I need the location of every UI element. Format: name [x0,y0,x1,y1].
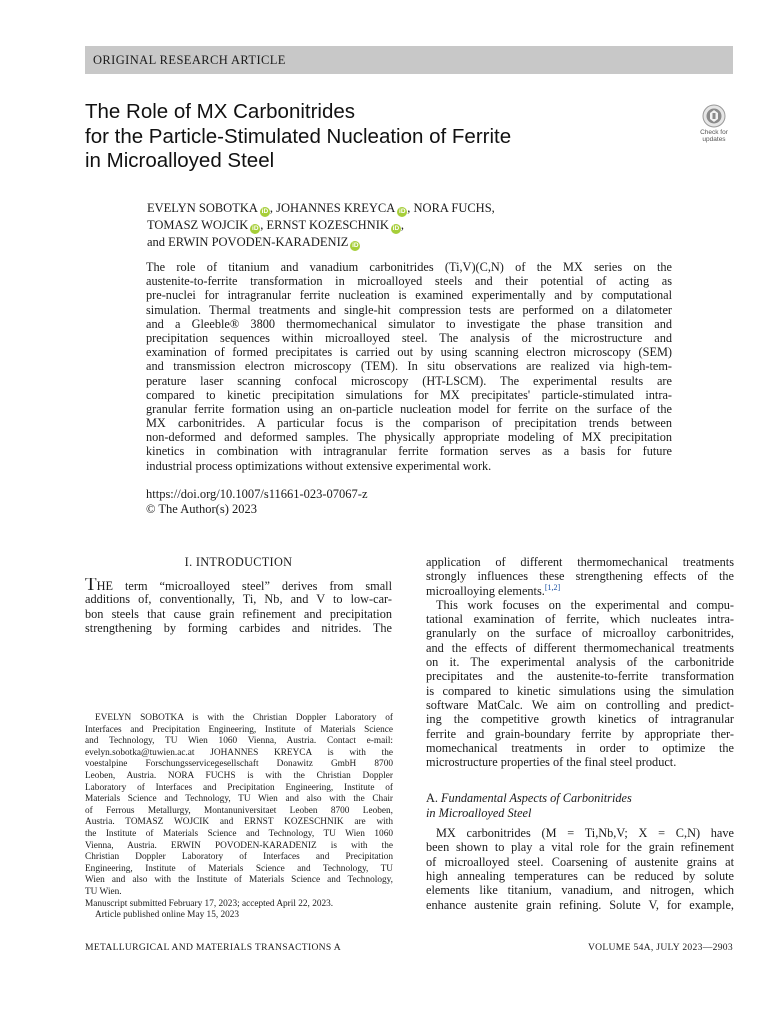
subsection-heading [426,791,734,820]
body-line: of microalloyed steel. Coarsening of austenite grains at [426,854,734,869]
footnote-line: evelyn.sobotka@tuwien.ac.at JOHANNES KREYCA is with the [85,747,393,758]
volume-page-footer: VOLUME 54A, JULY 2023—2903 [587,942,733,953]
footnote-line: Materials Science and Technology, TU Wien and also with the Chair [85,794,393,805]
drop-cap: T [85,578,97,593]
orcid-icon[interactable]: iD [261,208,269,215]
abstract-line: precipitation sequences within microalloyed steel. The analysis of the microstructure and [146,330,672,345]
author-name: and ERWIN POVODEN-KARADENIZ [147,235,349,249]
published-date: Article published online May 15, 2023 [95,910,240,921]
abstract-line: granular ferrite formation using an on-particle nucleation model for ferrite on the surface of the [146,401,672,416]
subsection-letter: A. [426,791,438,806]
orcid-icon[interactable]: iD [352,242,359,249]
body-line: microstructure properties of the final steel product. [426,755,677,770]
footnote-line: the Institute of Materials Science and Technology, TU Wien 1060 [85,828,393,839]
body-line: strongly influences these strengthening effects of the [426,569,734,584]
body-line: enhance austenite grain refining. Solute V, for example, [426,897,734,912]
citation-link[interactable]: [1,2] [544,583,561,592]
body-line: ing the competitive growth kinetics of intragranular [426,712,734,727]
author-affiliations-footnote [85,713,393,922]
abstract-line: and transmission electron microscopy (TEM). In situ observations are realized via high-tem- [146,359,672,374]
abstract-line: MX carbonitrides. A particular focus is the comparison of precipitation trends between [146,416,672,431]
body-line: tational examination of ferrite, which nucleates intra- [426,612,734,627]
footnote-line: of Ferrous Metallurgy, Montanuniversitaet Leoben 8700 Leoben, [85,805,393,816]
body-line [426,584,734,598]
body-line: momechanical treatments in order to optimize the [426,740,734,755]
author-name: , JOHANNES KREYCA [269,201,396,215]
abstract-line: pre-nuclei for intragranular ferrite nucleation is examined experimentally and by computational [146,288,672,303]
body-line: and the effects of different thermomechanical treatments [426,640,734,655]
body-line: been shown to play a vital role for the grain refinement [426,840,734,855]
doi-link[interactable]: https://doi.org/10.1007/s11661-023-07067-z [146,487,368,501]
article-type-banner [85,46,733,74]
abstract-line: compared to kinetic precipitation simulations for MX precipitates' particle-stimulated intra- [146,387,672,402]
body-line: elements like titanium, vanadium, and nitrogen, which [426,883,734,898]
subsection-title: Fundamental Aspects of Carbonitrides [441,791,632,806]
title-line: in Microalloyed Steel [85,149,275,172]
body-line: software MatCalc. We aim on controlling and predict- [426,697,734,712]
doi-block [146,487,368,517]
body-line: high annealing temperatures can be reduced by solute [426,868,734,883]
author-list [147,200,617,251]
abstract-line: and a Gleeble® 3800 thermomechanical simulator to investigate the phase transition and [146,316,672,331]
author-name: , NORA FUCHS, [407,201,495,215]
manuscript-dates: Manuscript submitted February 17, 2023; accepted April 22, 2023. [85,898,334,909]
abstract-line: simulation. Thermal treatments and single-hit compression tests are performed on a dilatometer [146,302,672,317]
footnote-line: Christian Doppler Laboratory of Interfaces and Precipitation [85,852,393,863]
abstract-line: industrial process optimizations without extensive experimental work. [146,458,492,473]
check-for-updates-icon [702,104,726,128]
body-text: HE term “microalloyed steel” derives from small [96,579,392,593]
body-line: MX carbonitrides (M = Ti,Nb,V; X = C,N) have [436,826,734,841]
right-column [426,555,734,912]
title-line: The Role of MX Carbonitrides [85,100,356,123]
abstract-line: The role of titanium and vanadium carbonitrides (Ti,V)(C,N) of the MX series on the [146,260,672,274]
abstract-line: austenite-to-ferrite transformation in microalloyed steels and their potential of acting as [146,274,672,289]
footnote-line: Laboratory of Interfaces and Precipitation Engineering, Institute of [85,782,393,793]
body-line: is compared to kinetic simulations using the simulation [426,683,734,698]
footnote-line: and Technology, TU Wien 1060 Vienna, Austria. Contact e-mail: [85,736,393,747]
check-for-updates-badge[interactable] [695,104,733,142]
body-line: This work focuses on the experimental and compu- [436,597,734,612]
left-column [85,555,392,635]
abstract-line: perature laser scanning confocal microscopy (HT-LSCM). The experimental results are [146,373,672,388]
abstract-line: examination of formed precipitates is carried out by using scanning electron microscopy (SEM) [146,345,672,360]
body-line: application of different thermomechanical treatments [426,555,734,569]
body-line: on it. The experimental analysis of the carbonitride [426,655,734,670]
orcid-icon[interactable]: iD [252,225,259,232]
author-name: TOMASZ WOJCIK [147,218,249,232]
footnote-line: voestalpine Forschungsservicegesellschaft Donawitz GmbH 8700 [85,759,393,770]
journal-name-footer: METALLURGICAL AND MATERIALS TRANSACTIONS A [85,942,341,953]
author-name: , ERNST KOZESCHNIK [260,218,389,232]
orcid-icon[interactable]: iD [392,225,400,232]
footnote-line: Interfaces and Precipitation Engineering, Institute of Materials Science [85,724,393,735]
body-line: additions of, conventionally, Ti, Nb, and V to low-car- [85,592,392,607]
abstract [146,260,672,473]
body-line [85,578,392,592]
body-text: microalloying elements. [426,583,545,598]
footnote-line: Austria. TOMASZ WOJCIK and ERNST KOZESCHNIK are with [85,817,393,828]
footnote-line: EVELYN SOBOTKA is with the Christian Doppler Laboratory of [95,713,393,723]
section-heading-introduction: I. INTRODUCTION [184,555,293,569]
orcid-icon[interactable]: iD [399,208,406,215]
footnote-line: Engineering, Institute of Materials Science and Technology, TU [85,863,393,874]
abstract-line: non-deformed and deformed samples. The physically appropriate modeling of MX precipitation [146,430,672,445]
check-for-updates-line: updates [702,136,726,143]
footnote-line: Vienna, Austria. ERWIN POVODEN-KARADENIZ is with the [85,840,393,851]
body-line: strengthening by forming carbides and nitrides. The [85,620,392,635]
article-type-label: ORIGINAL RESEARCH ARTICLE [93,53,286,67]
article-title [85,100,605,174]
author-name: EVELYN SOBOTKA [147,201,258,215]
check-for-updates-line: Check for [700,129,728,136]
abstract-line: kinetics in combination with intragranular ferrite formation serves as a basis for future [146,444,672,459]
body-line: precipitates and the austenite-to-ferrite transformation [426,669,734,684]
title-line: for the Particle-Stimulated Nucleation of Ferrite [85,124,512,148]
body-line: ferrite and grain-boundary ferrite by appropriate ther- [426,726,734,741]
copyright-notice: © The Author(s) 2023 [146,502,257,516]
author-name: , [400,218,405,232]
body-line: bon steels that cause grain refinement and precipitation [85,606,392,621]
footnote-line: Wien and also with the Institute of Materials Science and Technology, [85,875,393,886]
footnote-line: TU Wien. [85,886,122,897]
body-line: granularly on the surface of microalloy carbonitrides, [426,626,734,641]
footnote-line: Leoben, Austria. NORA FUCHS is with the Christian Doppler [85,770,393,781]
subsection-title: in Microalloyed Steel [426,805,532,820]
